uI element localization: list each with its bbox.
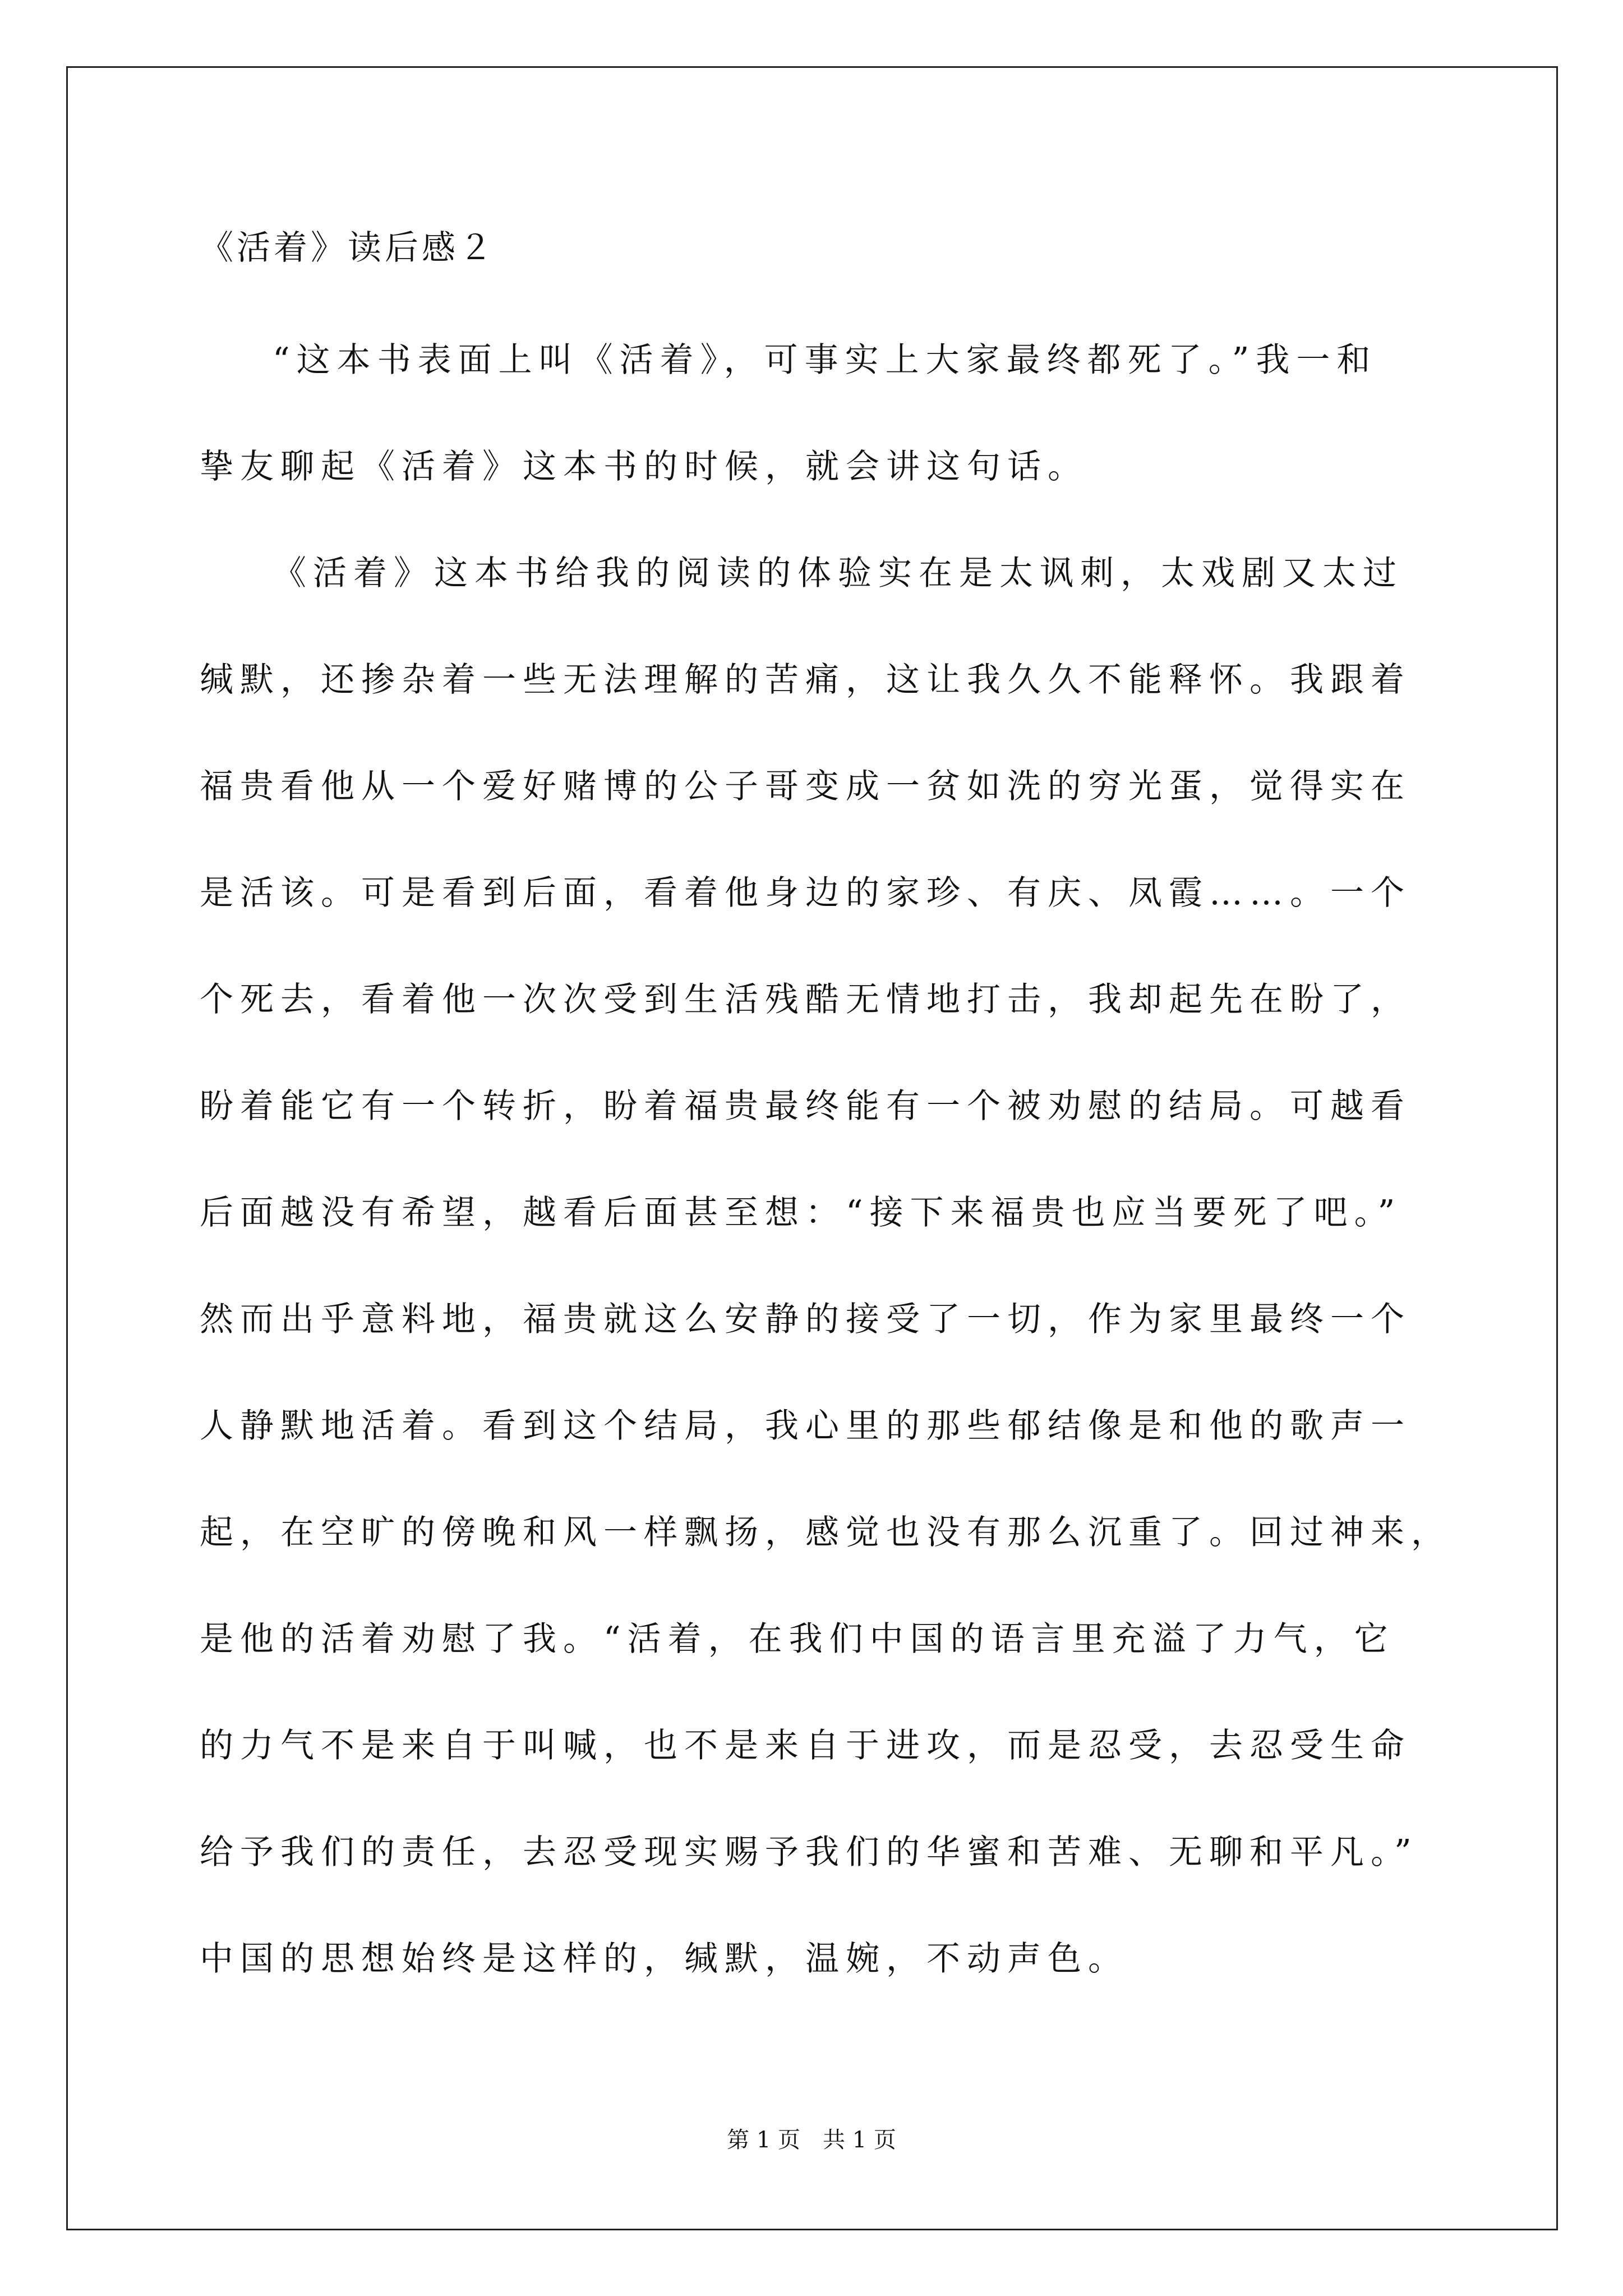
paragraph-2-line-8: 然而出乎意料地，福贵就这么安静的接受了一切，作为家里最终一个 (200, 1300, 1411, 1339)
paragraph-2-line-13: 给予我们的责任，去忍受现实赐予我们的华蜜和苦难、无聊和平凡。” (200, 1833, 1418, 1872)
paragraph-1-line-2: 挚友聊起《活着》这本书的时候，就会讲这句话。 (200, 447, 1088, 486)
paragraph-2-line-6: 盼着能它有一个转折，盼着福贵最终能有一个被劝慰的结局。可越看 (200, 1087, 1411, 1126)
page-footer (0, 2126, 1623, 2154)
paragraph-2-line-9: 人静默地活着。看到这个结局，我心里的那些郁结像是和他的歌声一 (200, 1406, 1411, 1446)
paragraph-2-line-14: 中国的思想始终是这样的，缄默，温婉，不动声色。 (200, 1939, 1128, 1978)
page-total: 共 1 页 (823, 2127, 896, 2153)
paragraph-2-line-7: 后面越没有希望，越看后面甚至想：“接下来福贵也应当要死了吧。” (200, 1193, 1402, 1232)
paragraph-1-line-1: “这本书表面上叫《活着》，可事实上大家最终都死了。”我一和 (273, 341, 1377, 380)
page-number: 第 1 页 (727, 2127, 800, 2153)
document-title: 《活着》读后感２ (200, 228, 496, 268)
paragraph-2-line-1: 《活着》这本书给我的阅读的体验实在是太讽刺，太戏剧又太过 (273, 554, 1403, 593)
paragraph-2-line-11: 是他的活着劝慰了我。“活着，在我们中国的语言里充溢了力气，它 (200, 1619, 1395, 1659)
paragraph-2-line-5: 个死去，看着他一次次受到生活残酷无情地打击，我却起先在盼了， (200, 980, 1411, 1019)
paragraph-2-line-10: 起，在空旷的傍晚和风一样飘扬，感觉也没有那么沉重了。回过神来， (200, 1513, 1451, 1552)
paragraph-2-line-4: 是活该。可是看到后面，看着他身边的家珍、有庆、凤霞……。一个 (200, 873, 1411, 913)
paragraph-2-line-2: 缄默，还掺杂着一些无法理解的苦痛，这让我久久不能释怀。我跟着 (200, 660, 1411, 700)
paragraph-2-line-3: 福贵看他从一个爱好赌博的公子哥变成一贫如洗的穷光蛋，觉得实在 (200, 767, 1411, 806)
paragraph-2-line-12: 的力气不是来自于叫喊，也不是来自于进攻，而是忍受，去忍受生命 (200, 1726, 1411, 1765)
